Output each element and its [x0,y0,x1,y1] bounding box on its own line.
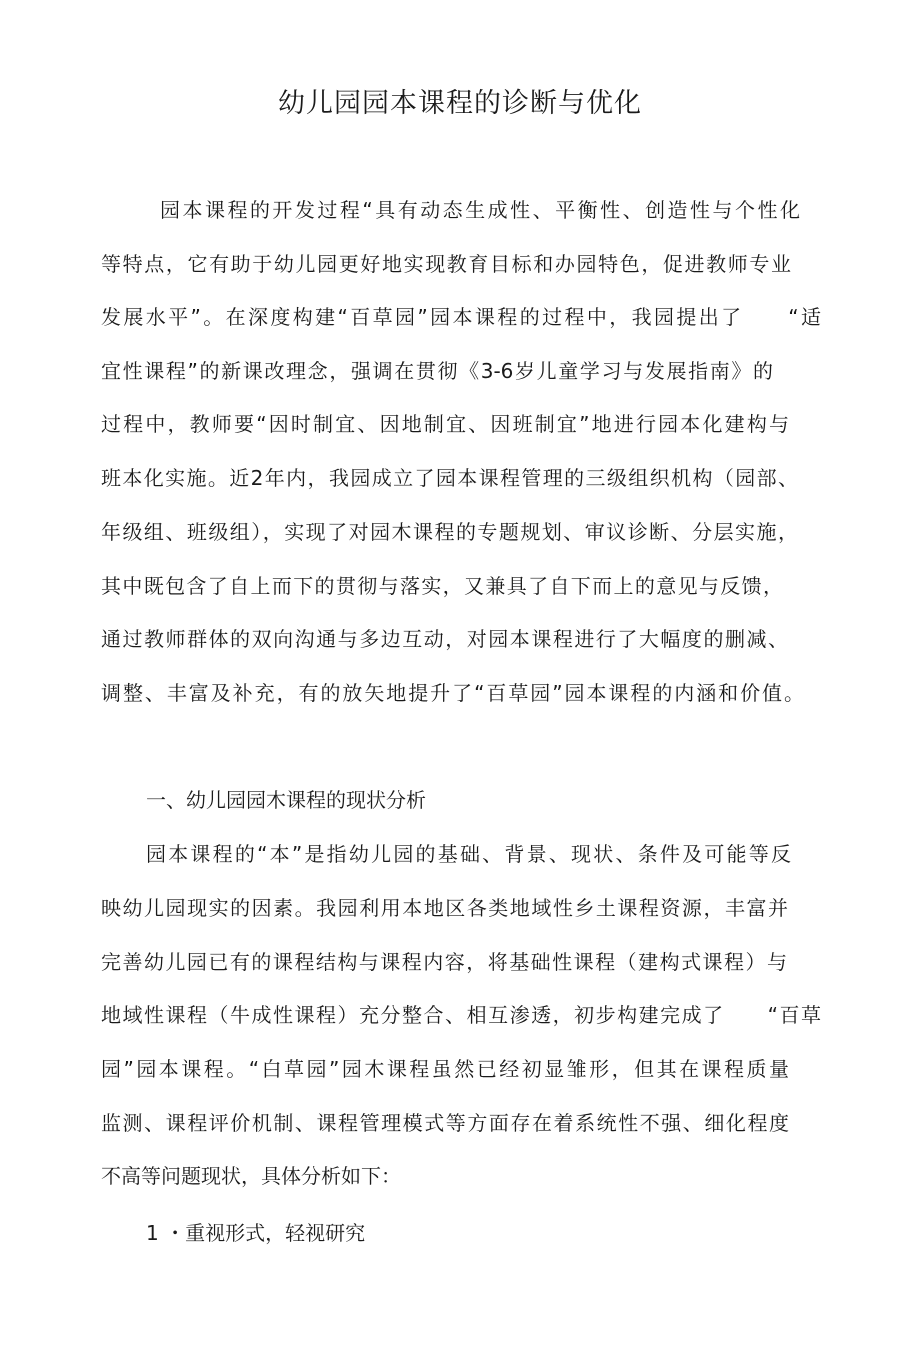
paragraph-line: 园本课程的开发过程“具有动态生成性、平衡性、创造性与个性化 [160,198,800,222]
paragraph-line: 园本课程的“本”是指幼儿园的基础、背景、现状、条件及可能等反 [146,842,791,866]
paragraph-line: 等特点，它有助于幼儿园更好地实现教育目标和办园特色，促进教师专业 [101,252,791,276]
paragraph-line: 监测、课程评价机制、课程管理模式等方面存在着系统性不强、细化程度 [101,1111,789,1135]
paragraph-line: 园”园本课程。“白草园”园木课程虽然已经初显雏形，但其在课程质量 [101,1057,789,1081]
paragraph-line: 通过教师群体的双向沟通与多边互动，对园本课程进行了大幅度的删减、 [101,627,788,651]
paragraph-line: 地域性课程（牛成性课程）充分整合、相互渗透，初步构建完成了 “百草 [101,1003,821,1027]
paragraph-line: 不高等问题现状，具体分析如下： [101,1164,401,1188]
section-heading: 一、幼儿园园木课程的现状分析 [146,788,426,812]
paragraph-line: 年级组、班级组），实现了对园木课程的专题规划、审议诊断、分层实施， [101,520,798,544]
paragraph-line: 过程中，教师要“因时制宜、因地制宜、因班制宜”地进行园本化建构与 [101,412,789,436]
document-title: 幼儿园园本课程的诊断与优化 [278,88,642,119]
paragraph-line: 映幼儿园现实的因素。我园利用本地区各类地域性乡土课程资源，丰富并 [101,896,788,920]
paragraph-line: 调整、丰富及补充，有的放矢地提升了“百草园”园本课程的内涵和价值。 [101,681,804,705]
list-item: 1 ・重视形式，轻视研究 [146,1221,366,1245]
paragraph-line: 发展水平”。在深度构建“百草园”园本课程的过程中，我园提出了 “适 [101,305,821,329]
paragraph-line: 其中既包含了自上而下的贯彻与落实，又兼具了自下而上的意见与反馈， [101,574,783,598]
paragraph-line: 完善幼儿园已有的课程结构与课程内容，将基础性课程（建构式课程）与 [101,950,787,974]
paragraph-line: 宜性课程”的新课改理念，强调在贯彻《3-6岁儿童学习与发展指南》的 [101,359,773,383]
paragraph-line: 班本化实施。近2年内，我园成立了园本课程管理的三级组织机构（园部、 [101,466,798,490]
